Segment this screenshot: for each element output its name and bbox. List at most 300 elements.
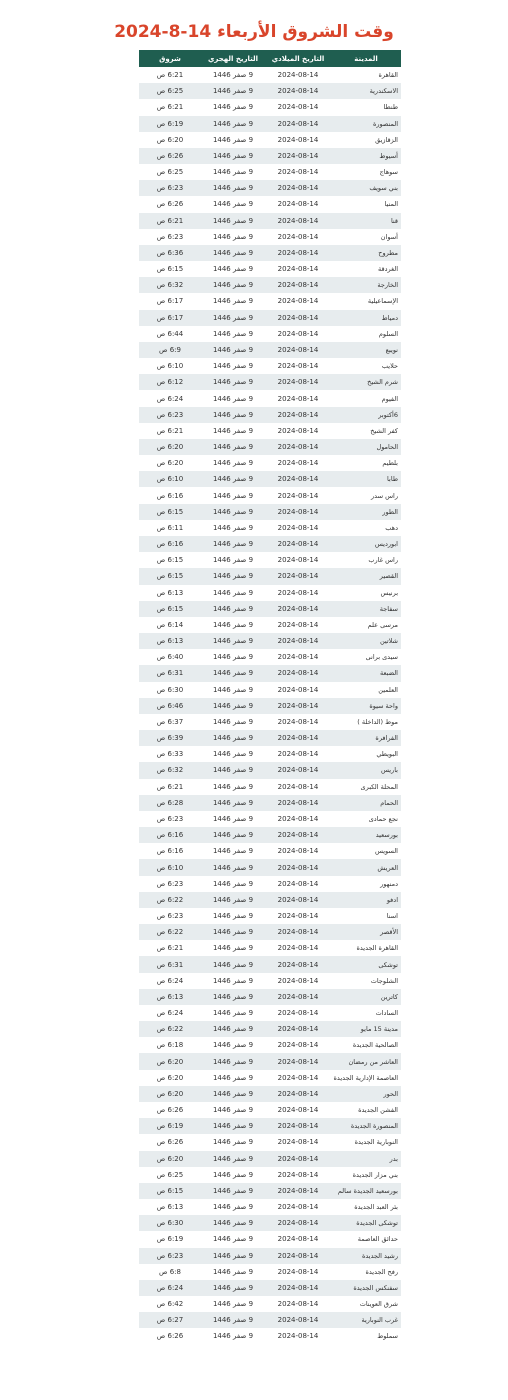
gregorian-date-cell: 2024-08-14	[265, 1070, 331, 1086]
sunrise-time-cell: 6:20 ص	[139, 455, 201, 471]
gregorian-date-cell: 2024-08-14	[265, 1183, 331, 1199]
city-cell: 6أكتوبر	[331, 407, 401, 423]
city-cell: الزقازيق	[331, 132, 401, 148]
gregorian-date-cell: 2024-08-14	[265, 1231, 331, 1247]
city-cell: الاسكندرية	[331, 83, 401, 99]
table-row	[139, 471, 401, 487]
gregorian-date-cell: 2024-08-14	[265, 859, 331, 875]
table-row	[139, 342, 401, 358]
city-cell: حلايب	[331, 358, 401, 374]
sunrise-time-cell: 6:40 ص	[139, 649, 201, 665]
gregorian-date-cell: 2024-08-14	[265, 1328, 331, 1344]
city-cell: الشلوجات	[331, 973, 401, 989]
gregorian-date-cell: 2024-08-14	[265, 180, 331, 196]
table-row	[139, 439, 401, 455]
hijri-date-cell: 9 صفر 1446	[201, 1248, 265, 1264]
table-row	[139, 568, 401, 584]
sunrise-time-cell: 6:26 ص	[139, 1328, 201, 1344]
hijri-date-cell: 9 صفر 1446	[201, 261, 265, 277]
hijri-date-cell: 9 صفر 1446	[201, 293, 265, 309]
sunrise-time-cell: 6:11 ص	[139, 520, 201, 536]
city-cell: القصير	[331, 568, 401, 584]
table-row	[139, 1151, 401, 1167]
gregorian-date-cell: 2024-08-14	[265, 342, 331, 358]
gregorian-date-cell: 2024-08-14	[265, 665, 331, 681]
hijri-date-cell: 9 صفر 1446	[201, 1264, 265, 1280]
hijri-date-cell: 9 صفر 1446	[201, 196, 265, 212]
city-cell: بلطيم	[331, 455, 401, 471]
hijri-date-cell: 9 صفر 1446	[201, 843, 265, 859]
table-row	[139, 504, 401, 520]
sunrise-time-cell: 6:13 ص	[139, 585, 201, 601]
table-row	[139, 229, 401, 245]
city-cell: العاشر من رمضان	[331, 1053, 401, 1069]
gregorian-date-cell: 2024-08-14	[265, 83, 331, 99]
sunrise-time-cell: 6:17 ص	[139, 293, 201, 309]
gregorian-date-cell: 2024-08-14	[265, 1280, 331, 1296]
table-row	[139, 293, 401, 309]
table-row	[139, 1005, 401, 1021]
city-cell: راس غارب	[331, 552, 401, 568]
hijri-date-cell: 9 صفر 1446	[201, 1167, 265, 1183]
city-cell: توشكى	[331, 956, 401, 972]
hijri-date-cell: 9 صفر 1446	[201, 1231, 265, 1247]
table-row	[139, 1102, 401, 1118]
sunrise-time-cell: 6:26 ص	[139, 148, 201, 164]
gregorian-date-cell: 2024-08-14	[265, 423, 331, 439]
hijri-date-cell: 9 صفر 1446	[201, 633, 265, 649]
hijri-date-cell: 9 صفر 1446	[201, 180, 265, 196]
hijri-date-cell: 9 صفر 1446	[201, 730, 265, 746]
gregorian-date-cell: 2024-08-14	[265, 99, 331, 115]
hijri-date-cell: 9 صفر 1446	[201, 213, 265, 229]
table-row	[139, 843, 401, 859]
gregorian-date-cell: 2024-08-14	[265, 908, 331, 924]
sunrise-time-cell: 6:20 ص	[139, 1053, 201, 1069]
table-row	[139, 698, 401, 714]
sunrise-time-cell: 6:16 ص	[139, 843, 201, 859]
gregorian-date-cell: 2024-08-14	[265, 455, 331, 471]
gregorian-date-cell: 2024-08-14	[265, 196, 331, 212]
table-row	[139, 358, 401, 374]
city-cell: المحلة الكبرى	[331, 779, 401, 795]
hijri-date-cell: 9 صفر 1446	[201, 989, 265, 1005]
table-row	[139, 148, 401, 164]
gregorian-date-cell: 2024-08-14	[265, 1118, 331, 1134]
gregorian-date-cell: 2024-08-14	[265, 649, 331, 665]
gregorian-date-cell: 2024-08-14	[265, 1021, 331, 1037]
gregorian-date-cell: 2024-08-14	[265, 585, 331, 601]
hijri-date-cell: 9 صفر 1446	[201, 1183, 265, 1199]
hijri-date-cell: 9 صفر 1446	[201, 1215, 265, 1231]
city-cell: السادات	[331, 1005, 401, 1021]
city-cell: اسنا	[331, 908, 401, 924]
sunrise-time-cell: 6:23 ص	[139, 811, 201, 827]
hijri-date-cell: 9 صفر 1446	[201, 940, 265, 956]
table-row	[139, 1215, 401, 1231]
gregorian-date-cell: 2024-08-14	[265, 779, 331, 795]
sunrise-time-cell: 6:15 ص	[139, 261, 201, 277]
table-row	[139, 1199, 401, 1215]
sunrise-time-cell: 6:25 ص	[139, 83, 201, 99]
table-row	[139, 892, 401, 908]
sunrise-time-cell: 6:22 ص	[139, 892, 201, 908]
hijri-date-cell: 9 صفر 1446	[201, 924, 265, 940]
gregorian-date-cell: 2024-08-14	[265, 1248, 331, 1264]
sunrise-time-cell: 6:14 ص	[139, 617, 201, 633]
city-cell: حدائق العاصمة	[331, 1231, 401, 1247]
gregorian-date-cell: 2024-08-14	[265, 698, 331, 714]
city-cell: بورسعيد	[331, 827, 401, 843]
hijri-date-cell: 9 صفر 1446	[201, 1134, 265, 1150]
hijri-date-cell: 9 صفر 1446	[201, 342, 265, 358]
sunrise-time-cell: 6:13 ص	[139, 633, 201, 649]
sunrise-time-cell: 6:15 ص	[139, 1183, 201, 1199]
table-row	[139, 779, 401, 795]
gregorian-date-cell: 2024-08-14	[265, 601, 331, 617]
gregorian-date-cell: 2024-08-14	[265, 229, 331, 245]
sunrise-time-cell: 6:25 ص	[139, 164, 201, 180]
table-row	[139, 83, 401, 99]
sunrise-time-cell: 6:16 ص	[139, 487, 201, 503]
table-row	[139, 196, 401, 212]
gregorian-date-cell: 2024-08-14	[265, 1167, 331, 1183]
sunrise-time-cell: 6:32 ص	[139, 277, 201, 293]
table-row	[139, 261, 401, 277]
sunrise-time-cell: 6:24 ص	[139, 1005, 201, 1021]
sunrise-time-cell: 6:20 ص	[139, 1151, 201, 1167]
city-cell: دهب	[331, 520, 401, 536]
gregorian-date-cell: 2024-08-14	[265, 762, 331, 778]
hijri-date-cell: 9 صفر 1446	[201, 1118, 265, 1134]
hijri-date-cell: 9 صفر 1446	[201, 1199, 265, 1215]
table-row	[139, 390, 401, 406]
sunrise-time-cell: 6:33 ص	[139, 746, 201, 762]
table-row	[139, 1086, 401, 1102]
gregorian-date-cell: 2024-08-14	[265, 245, 331, 261]
gregorian-date-cell: 2024-08-14	[265, 439, 331, 455]
city-cell: دمياط	[331, 310, 401, 326]
sunrise-time-cell: 6:19 ص	[139, 116, 201, 132]
gregorian-date-cell: 2024-08-14	[265, 989, 331, 1005]
hijri-date-cell: 9 صفر 1446	[201, 1102, 265, 1118]
gregorian-date-cell: 2024-08-14	[265, 520, 331, 536]
table-row	[139, 552, 401, 568]
sunrise-time-cell: 6:42 ص	[139, 1296, 201, 1312]
hijri-date-cell: 9 صفر 1446	[201, 116, 265, 132]
city-cell: موط (الداخلة )	[331, 714, 401, 730]
sunrise-time-cell: 6:26 ص	[139, 196, 201, 212]
table-row	[139, 1312, 401, 1328]
city-cell: راس سدر	[331, 487, 401, 503]
gregorian-date-cell: 2024-08-14	[265, 504, 331, 520]
sunrise-time-cell: 6:20 ص	[139, 1086, 201, 1102]
hijri-date-cell: 9 صفر 1446	[201, 67, 265, 83]
sunrise-time-cell: 6:20 ص	[139, 1070, 201, 1086]
table-row	[139, 908, 401, 924]
table-row	[139, 1118, 401, 1134]
gregorian-date-cell: 2024-08-14	[265, 811, 331, 827]
gregorian-date-cell: 2024-08-14	[265, 407, 331, 423]
sunrise-time-cell: 6:8 ص	[139, 1264, 201, 1280]
table-row	[139, 924, 401, 940]
table-row	[139, 1167, 401, 1183]
sunrise-time-cell: 6:13 ص	[139, 989, 201, 1005]
sunrise-time-cell: 6:21 ص	[139, 213, 201, 229]
sunrise-time-cell: 6:16 ص	[139, 827, 201, 843]
gregorian-date-cell: 2024-08-14	[265, 536, 331, 552]
hijri-date-cell: 9 صفر 1446	[201, 407, 265, 423]
sunrise-time-cell: 6:23 ص	[139, 1248, 201, 1264]
sunrise-time-cell: 6:10 ص	[139, 358, 201, 374]
header-city: المدينة	[331, 50, 401, 67]
city-cell: السويس	[331, 843, 401, 859]
table-row	[139, 746, 401, 762]
sunrise-time-cell: 6:24 ص	[139, 390, 201, 406]
gregorian-date-cell: 2024-08-14	[265, 633, 331, 649]
sunrise-time-cell: 6:23 ص	[139, 908, 201, 924]
hijri-date-cell: 9 صفر 1446	[201, 601, 265, 617]
city-cell: قنا	[331, 213, 401, 229]
gregorian-date-cell: 2024-08-14	[265, 682, 331, 698]
hijri-date-cell: 9 صفر 1446	[201, 1070, 265, 1086]
table-row	[139, 585, 401, 601]
hijri-date-cell: 9 صفر 1446	[201, 1086, 265, 1102]
city-cell: الطور	[331, 504, 401, 520]
city-cell: سوهاج	[331, 164, 401, 180]
gregorian-date-cell: 2024-08-14	[265, 261, 331, 277]
city-cell: الفشن الجديدة	[331, 1102, 401, 1118]
city-cell: الأقصر	[331, 924, 401, 940]
city-cell: باريس	[331, 762, 401, 778]
page-title: وقت الشروق الأربعاء 14-8-2024	[114, 22, 394, 42]
city-cell: العريش	[331, 859, 401, 875]
hijri-date-cell: 9 صفر 1446	[201, 665, 265, 681]
city-cell: الإسماعيلية	[331, 293, 401, 309]
gregorian-date-cell: 2024-08-14	[265, 293, 331, 309]
hijri-date-cell: 9 صفر 1446	[201, 132, 265, 148]
gregorian-date-cell: 2024-08-14	[265, 1005, 331, 1021]
gregorian-date-cell: 2024-08-14	[265, 67, 331, 83]
city-cell: العاصمة الإدارية الجديدة	[331, 1070, 401, 1086]
sunrise-time-cell: 6:13 ص	[139, 1199, 201, 1215]
city-cell: الغردقة	[331, 261, 401, 277]
gregorian-date-cell: 2024-08-14	[265, 213, 331, 229]
gregorian-date-cell: 2024-08-14	[265, 795, 331, 811]
city-cell: بني سويف	[331, 180, 401, 196]
table-row	[139, 827, 401, 843]
city-cell: الصالحية الجديدة	[331, 1037, 401, 1053]
city-cell: نويبع	[331, 342, 401, 358]
gregorian-date-cell: 2024-08-14	[265, 1264, 331, 1280]
city-cell: نجع حمادى	[331, 811, 401, 827]
hijri-date-cell: 9 صفر 1446	[201, 487, 265, 503]
table-row	[139, 989, 401, 1005]
city-cell: طابا	[331, 471, 401, 487]
table-row	[139, 520, 401, 536]
table-row	[139, 407, 401, 423]
sunrise-time-cell: 6:22 ص	[139, 924, 201, 940]
city-cell: القاهرة	[331, 67, 401, 83]
table-row	[139, 1280, 401, 1296]
hijri-date-cell: 9 صفر 1446	[201, 326, 265, 342]
hijri-date-cell: 9 صفر 1446	[201, 617, 265, 633]
table-header-row	[139, 50, 401, 67]
table-row	[139, 423, 401, 439]
table-row	[139, 1264, 401, 1280]
gregorian-date-cell: 2024-08-14	[265, 1199, 331, 1215]
sunrise-time-cell: 6:21 ص	[139, 67, 201, 83]
gregorian-date-cell: 2024-08-14	[265, 714, 331, 730]
sunrise-time-cell: 6:27 ص	[139, 1312, 201, 1328]
city-cell: دمنهور	[331, 876, 401, 892]
city-cell: غرب النوبارية	[331, 1312, 401, 1328]
sunrise-table	[139, 50, 401, 1345]
city-cell: بئر العبد الجديدة	[331, 1199, 401, 1215]
hijri-date-cell: 9 صفر 1446	[201, 390, 265, 406]
sunrise-time-cell: 6:21 ص	[139, 423, 201, 439]
city-cell: سيدى برانى	[331, 649, 401, 665]
hijri-date-cell: 9 صفر 1446	[201, 1296, 265, 1312]
city-cell: الفرافرة	[331, 730, 401, 746]
gregorian-date-cell: 2024-08-14	[265, 568, 331, 584]
sunrise-time-cell: 6:10 ص	[139, 471, 201, 487]
hijri-date-cell: 9 صفر 1446	[201, 552, 265, 568]
gregorian-date-cell: 2024-08-14	[265, 1151, 331, 1167]
city-cell: سملوط	[331, 1328, 401, 1344]
city-cell: البويطي	[331, 746, 401, 762]
sunrise-time-cell: 6:24 ص	[139, 1280, 201, 1296]
sunrise-time-cell: 6:23 ص	[139, 229, 201, 245]
table-body	[139, 67, 401, 1345]
city-cell: سفنكس الجديدة	[331, 1280, 401, 1296]
hijri-date-cell: 9 صفر 1446	[201, 1053, 265, 1069]
gregorian-date-cell: 2024-08-14	[265, 1134, 331, 1150]
sunrise-time-cell: 6:22 ص	[139, 1021, 201, 1037]
hijri-date-cell: 9 صفر 1446	[201, 423, 265, 439]
hijri-date-cell: 9 صفر 1446	[201, 310, 265, 326]
sunrise-time-cell: 6:23 ص	[139, 876, 201, 892]
table-row	[139, 1037, 401, 1053]
gregorian-date-cell: 2024-08-14	[265, 956, 331, 972]
city-cell: الخارجة	[331, 277, 401, 293]
gregorian-date-cell: 2024-08-14	[265, 326, 331, 342]
hijri-date-cell: 9 صفر 1446	[201, 714, 265, 730]
hijri-date-cell: 9 صفر 1446	[201, 827, 265, 843]
sunrise-time-cell: 6:25 ص	[139, 1167, 201, 1183]
sunrise-time-cell: 6:23 ص	[139, 407, 201, 423]
gregorian-date-cell: 2024-08-14	[265, 843, 331, 859]
table-row	[139, 310, 401, 326]
hijri-date-cell: 9 صفر 1446	[201, 876, 265, 892]
sunrise-time-cell: 6:15 ص	[139, 568, 201, 584]
sunrise-time-cell: 6:19 ص	[139, 1231, 201, 1247]
table-row	[139, 617, 401, 633]
table-row	[139, 795, 401, 811]
city-cell: توشكى الجديدة	[331, 1215, 401, 1231]
table-row	[139, 455, 401, 471]
city-cell: شرق العوينات	[331, 1296, 401, 1312]
gregorian-date-cell: 2024-08-14	[265, 116, 331, 132]
sunrise-time-cell: 6:28 ص	[139, 795, 201, 811]
hijri-date-cell: 9 صفر 1446	[201, 1328, 265, 1344]
hijri-date-cell: 9 صفر 1446	[201, 374, 265, 390]
hijri-date-cell: 9 صفر 1446	[201, 1037, 265, 1053]
hijri-date-cell: 9 صفر 1446	[201, 682, 265, 698]
city-cell: المنصورة	[331, 116, 401, 132]
hijri-date-cell: 9 صفر 1446	[201, 649, 265, 665]
table-row	[139, 67, 401, 83]
hijri-date-cell: 9 صفر 1446	[201, 455, 265, 471]
gregorian-date-cell: 2024-08-14	[265, 1215, 331, 1231]
city-cell: المنصورة الجديدة	[331, 1118, 401, 1134]
table-row	[139, 180, 401, 196]
city-cell: الحامول	[331, 439, 401, 455]
sunrise-time-cell: 6:24 ص	[139, 973, 201, 989]
table-row	[139, 1134, 401, 1150]
table-row	[139, 1231, 401, 1247]
gregorian-date-cell: 2024-08-14	[265, 277, 331, 293]
gregorian-date-cell: 2024-08-14	[265, 374, 331, 390]
hijri-date-cell: 9 صفر 1446	[201, 1005, 265, 1021]
hijri-date-cell: 9 صفر 1446	[201, 568, 265, 584]
header-sunrise: شروق	[139, 50, 201, 67]
hijri-date-cell: 9 صفر 1446	[201, 358, 265, 374]
sunrise-time-cell: 6:17 ص	[139, 310, 201, 326]
sunrise-time-cell: 6:15 ص	[139, 601, 201, 617]
sunrise-time-cell: 6:30 ص	[139, 1215, 201, 1231]
sunrise-time-cell: 6:19 ص	[139, 1118, 201, 1134]
gregorian-date-cell: 2024-08-14	[265, 1037, 331, 1053]
city-cell: النوبارية الجديدة	[331, 1134, 401, 1150]
sunrise-time-cell: 6:12 ص	[139, 374, 201, 390]
hijri-date-cell: 9 صفر 1446	[201, 746, 265, 762]
gregorian-date-cell: 2024-08-14	[265, 1086, 331, 1102]
hijri-date-cell: 9 صفر 1446	[201, 585, 265, 601]
city-cell: مرسى علم	[331, 617, 401, 633]
table-row	[139, 633, 401, 649]
city-cell: واحة سيوة	[331, 698, 401, 714]
sunrise-time-cell: 6:21 ص	[139, 779, 201, 795]
hijri-date-cell: 9 صفر 1446	[201, 1021, 265, 1037]
gregorian-date-cell: 2024-08-14	[265, 746, 331, 762]
hijri-date-cell: 9 صفر 1446	[201, 859, 265, 875]
city-cell: الحور	[331, 1086, 401, 1102]
table-row	[139, 1328, 401, 1344]
gregorian-date-cell: 2024-08-14	[265, 827, 331, 843]
sunrise-time-cell: 6:15 ص	[139, 552, 201, 568]
sunrise-time-cell: 6:30 ص	[139, 682, 201, 698]
hijri-date-cell: 9 صفر 1446	[201, 1151, 265, 1167]
city-cell: شرم الشيخ	[331, 374, 401, 390]
sunrise-time-cell: 6:18 ص	[139, 1037, 201, 1053]
table-row	[139, 132, 401, 148]
table-row	[139, 1053, 401, 1069]
table-row	[139, 682, 401, 698]
city-cell: بدر	[331, 1151, 401, 1167]
hijri-date-cell: 9 صفر 1446	[201, 956, 265, 972]
table-row	[139, 116, 401, 132]
city-cell: مطروح	[331, 245, 401, 261]
gregorian-date-cell: 2024-08-14	[265, 973, 331, 989]
hijri-date-cell: 9 صفر 1446	[201, 762, 265, 778]
sunrise-time-cell: 6:37 ص	[139, 714, 201, 730]
hijri-date-cell: 9 صفر 1446	[201, 973, 265, 989]
city-cell: كفر الشيخ	[331, 423, 401, 439]
hijri-date-cell: 9 صفر 1446	[201, 520, 265, 536]
city-cell: ابورديس	[331, 536, 401, 552]
hijri-date-cell: 9 صفر 1446	[201, 1280, 265, 1296]
